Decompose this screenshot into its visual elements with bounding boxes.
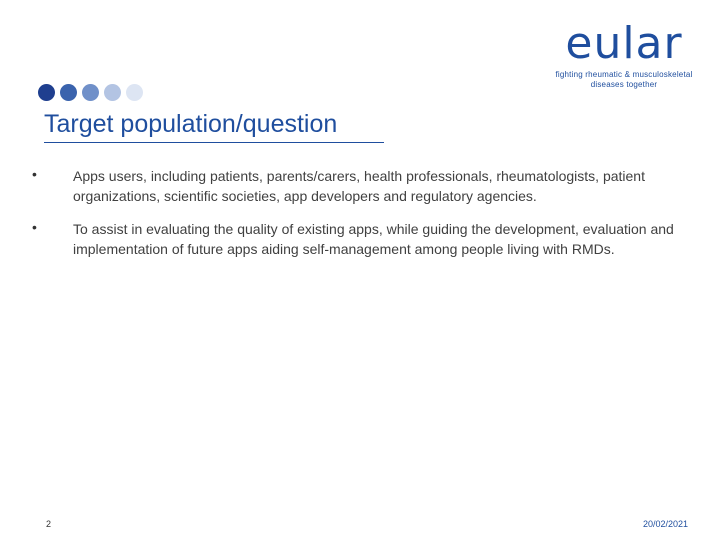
bullet-marker: • xyxy=(32,219,37,235)
dot-2 xyxy=(60,84,77,101)
decorative-dots xyxy=(38,84,143,101)
logo-tagline xyxy=(554,70,694,90)
bullet-marker: • xyxy=(32,166,37,182)
title-underline xyxy=(44,142,384,143)
dot-5 xyxy=(126,84,143,101)
bullet-text: To assist in evaluating the quality of existing apps, while guiding the development, evaluation and implementation of future apps aiding self-management among people living with RMDs. xyxy=(73,221,674,257)
dot-4 xyxy=(104,84,121,101)
logo-tagline-line-1: fighting rheumatic & musculoskeletal xyxy=(555,70,693,79)
dot-1 xyxy=(38,84,55,101)
slide-title: Target population/question xyxy=(44,110,338,138)
logo-tagline-line-2: diseases together xyxy=(590,80,658,89)
bullet-item xyxy=(30,166,680,206)
page-number: 2 xyxy=(46,519,52,529)
bullet-text: Apps users, including patients, parents/carers, health professionals, rheumatologists, patient organizations, scientific societies, app developers and regulatory agencies. xyxy=(73,168,645,204)
dot-3 xyxy=(82,84,99,101)
eular-logo xyxy=(554,18,694,90)
slide-date: 20/02/2021 xyxy=(642,519,688,529)
bullet-item xyxy=(30,219,680,259)
bullet-list xyxy=(30,166,680,272)
logo-wordmark: eular xyxy=(565,18,683,69)
